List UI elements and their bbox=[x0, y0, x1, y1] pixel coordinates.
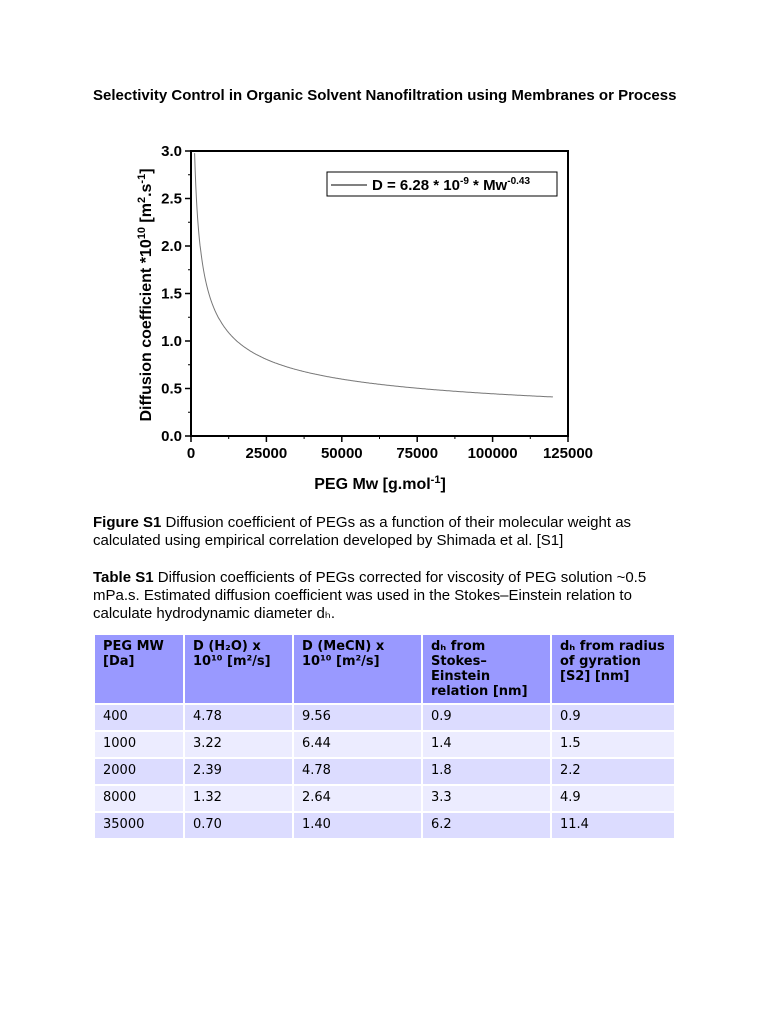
table-header-row bbox=[94, 634, 675, 704]
figure-caption-label: Figure S1 bbox=[93, 514, 162, 531]
legend-label bbox=[372, 176, 530, 194]
y-axis-label-part: -1 bbox=[136, 173, 148, 184]
table-cell: 9.56 bbox=[293, 704, 422, 731]
figure-caption-text: Diffusion coefficient of PEGs as a function of their molecular weight as calculated using empirical correlation developed by Shimada et al. [S1] bbox=[93, 514, 632, 549]
y-tick-label: 2.5 bbox=[161, 190, 182, 208]
table-cell: 8000 bbox=[94, 785, 184, 812]
table-cell: 4.78 bbox=[184, 704, 293, 731]
table-cell: 1000 bbox=[94, 731, 184, 758]
y-tick-label: 0.5 bbox=[161, 380, 182, 398]
header-dh-stokes: dₕ from Stokes–Einstein relation [nm] bbox=[422, 634, 551, 704]
x-tick-label: 75000 bbox=[396, 445, 439, 462]
table-row bbox=[94, 758, 675, 785]
y-axis-label-part: 10 bbox=[136, 227, 148, 240]
header-d-mecn: D (MeCN) x 10¹⁰ [m²/s] bbox=[293, 634, 422, 704]
table-caption bbox=[93, 569, 693, 623]
legend-superscript: -9 bbox=[459, 176, 469, 187]
table-cell: 0.70 bbox=[184, 812, 293, 839]
table-cell: 35000 bbox=[94, 812, 184, 839]
table-caption-text: Diffusion coefficients of PEGs corrected for viscosity of PEG solution ~0.5 mPa.s. Estimated diffusion coefficient was used in the Stokes–Einstein relation to calculate hydrodynamic diameter dₕ. bbox=[93, 569, 647, 622]
x-axis-label-part: ] bbox=[440, 476, 446, 493]
y-tick-label: 0.0 bbox=[161, 428, 182, 445]
x-tick-label: 100000 bbox=[467, 445, 518, 462]
legend-text: D = 6.28 * 10 bbox=[372, 177, 460, 194]
table-cell: 400 bbox=[94, 704, 184, 731]
legend-superscript: -0.43 bbox=[507, 176, 531, 187]
y-axis-label-part: Diffusion coefficient *10 bbox=[138, 239, 155, 422]
figure-caption bbox=[93, 514, 693, 550]
table-cell: 0.9 bbox=[551, 704, 675, 731]
table-cell: 3.3 bbox=[422, 785, 551, 812]
table-cell: 1.40 bbox=[293, 812, 422, 839]
legend-text: * Mw bbox=[468, 177, 508, 194]
x-axis-label-part: PEG Mw [g.mol bbox=[314, 476, 431, 493]
y-axis-label-part: [m bbox=[138, 203, 155, 228]
table-cell: 2000 bbox=[94, 758, 184, 785]
header-dh-gyration: dₕ from radius of gyration [S2] [nm] bbox=[551, 634, 675, 704]
table-cell: 4.9 bbox=[551, 785, 675, 812]
y-tick-label: 1.0 bbox=[161, 333, 182, 350]
table-cell: 2.2 bbox=[551, 758, 675, 785]
y-axis-label-part: 2 bbox=[136, 196, 148, 204]
x-tick-label: 50000 bbox=[320, 445, 363, 462]
y-tick-label: 2.0 bbox=[161, 238, 182, 255]
table-cell: 1.4 bbox=[422, 731, 551, 758]
y-axis-label-part: ] bbox=[138, 168, 155, 174]
table-caption-label: Table S1 bbox=[93, 569, 154, 586]
y-axis-label-part: .s bbox=[138, 183, 155, 197]
diffusion-chart bbox=[0, 0, 768, 510]
table-cell: 6.2 bbox=[422, 812, 551, 839]
table-cell: 0.9 bbox=[422, 704, 551, 731]
table-row bbox=[94, 731, 675, 758]
x-axis-label-part: -1 bbox=[430, 474, 441, 486]
table-cell: 2.39 bbox=[184, 758, 293, 785]
x-tick-label: 0 bbox=[186, 445, 196, 462]
table-cell: 1.32 bbox=[184, 785, 293, 812]
table-cell: 4.78 bbox=[293, 758, 422, 785]
table-cell: 1.5 bbox=[551, 731, 675, 758]
table-cell: 11.4 bbox=[551, 812, 675, 839]
y-tick-label: 1.5 bbox=[161, 285, 182, 303]
header-peg-mw: PEG MW [Da] bbox=[94, 634, 184, 704]
table-cell: 1.8 bbox=[422, 758, 551, 785]
peg-diffusion-table bbox=[93, 633, 676, 840]
table-row bbox=[94, 812, 675, 839]
y-tick-label: 3.0 bbox=[161, 143, 182, 160]
table-row bbox=[94, 704, 675, 731]
header-d-water: D (H₂O) x 10¹⁰ [m²/s] bbox=[184, 634, 293, 704]
table-cell: 2.64 bbox=[293, 785, 422, 812]
table-cell: 6.44 bbox=[293, 731, 422, 758]
document-title: Selectivity Control in Organic Solvent Nanofiltration using Membranes or Process bbox=[93, 87, 677, 104]
x-tick-label: 25000 bbox=[245, 445, 288, 462]
y-axis-label bbox=[136, 168, 155, 421]
x-tick-label: 125000 bbox=[542, 445, 594, 462]
table-cell: 3.22 bbox=[184, 731, 293, 758]
x-axis-label bbox=[314, 474, 446, 493]
table-row bbox=[94, 785, 675, 812]
